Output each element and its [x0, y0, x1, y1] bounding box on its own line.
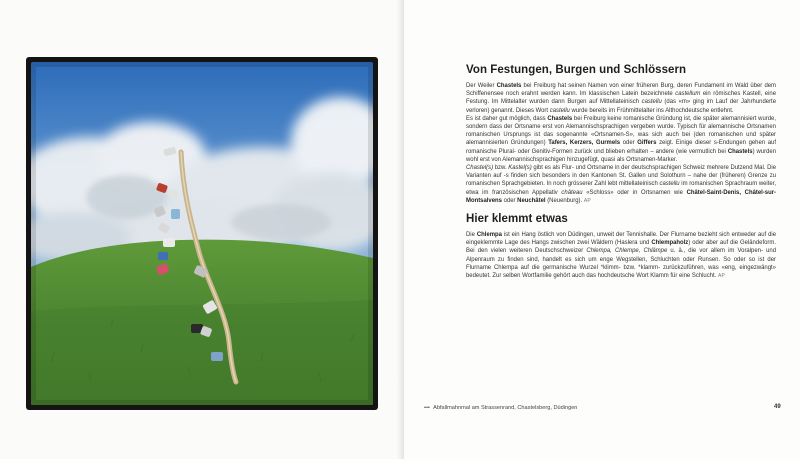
author-initials: AP — [583, 197, 591, 204]
bold-placename: Neuchâtel — [517, 197, 546, 204]
text-run: wurde bereits im Frühmittelalter ins Althochdeutsche entlehnt. — [569, 107, 734, 114]
text-run: bei Freiburg hat seinen Namen von einer früheren Burg, deren Fundament im Wald über dem Schiffenensee noch erahnt werden kann. Im klassischen Latein bezeichnete — [466, 83, 776, 98]
text-run: ist ein Hang östlich von Düdingen, unweit der Tennishalle. Der Flurname bezieht sich entweder auf die eingeklemmte Lage des Hangs zwischen zwei Wäldern (Haslera und — [466, 232, 776, 247]
text-run: ein römisches Kastell, eine Festung. Im Mittelalter wurden dann Burgen auf Mittellateinisch — [466, 91, 776, 106]
caption-marker: ••• — [424, 405, 430, 411]
bold-placename: Chastels — [496, 83, 522, 89]
photo-illustration — [31, 62, 373, 405]
paragraph — [466, 82, 776, 115]
caption-text: Abfallmahnmal am Strassenrand, Chastelsberg, Düdingen — [433, 405, 578, 411]
text-run: gibt es als Flur- und Ortsname in der deutschsprachigen Schweiz mehrere Dutzend Mal. Die Varianten auf -s finden sich besonders in den Kantonen St. Gallen und Solothurn – nahe der (früheren) Grenze zu romanischen Sprachgebieten. In noch grösserer Zahl lebt mittellateinisch — [466, 165, 776, 188]
italic-term: Kastel(s) — [508, 165, 532, 172]
paragraph — [466, 164, 776, 205]
text-run: zeigt. Einige dieser s-Endungen gehen auf romanische Plural- oder Genitiv-Formen zurück und blieben erhalten – andere (wie vermutlich bei — [466, 140, 776, 155]
bold-placename: Chlempa — [476, 232, 502, 239]
text-run: Die — [466, 232, 477, 239]
italic-term: castellu — [641, 99, 662, 106]
text-run: oder — [501, 197, 518, 204]
bold-placename: Chastels — [547, 115, 573, 122]
text-run: ) oder aber auf die Geländeform. Bei den vielen weiteren Deutschschweizer — [466, 240, 776, 255]
section-heading-klemmt: Hier klemmt etwas — [466, 213, 568, 226]
bold-placename: Giffers — [637, 140, 657, 147]
paragraph — [466, 231, 776, 280]
text-run: Es ist daher gut möglich, dass — [466, 115, 548, 122]
bold-placename: Châtel-Saint-Denis, Châtel-sur-Montsalvens — [466, 189, 776, 204]
italic-term: Chastel(s) — [466, 165, 494, 172]
bold-placename: Chastels — [727, 148, 753, 155]
text-run: (das «m» ging im Lauf der Jahrhunderte verloren) genannt. Dieses Wort — [466, 99, 776, 114]
photo-frame — [26, 57, 378, 410]
author-initials: AP — [717, 273, 726, 280]
photo-caption — [424, 405, 577, 411]
text-run: u. ä., die vor allem im Voralpen- und Alpenraum zu finden sind, handelt es sich um enge Wegstellen, Schluchten oder Runsen. So oder so ist der Flurname Chlempa auf die germanische Wurzel *klimm- bzw. *klamm- zurückzuführen, was «eng, eingezwängt» bedeutet. Zur selben Wortfamilie gehört auch das hochdeutsche Wort Klamm für eine Schlucht. — [466, 248, 776, 280]
paragraph — [466, 115, 776, 164]
bold-placename: Chlempaholz — [651, 240, 689, 247]
bold-placename: Tafers, Kerzers, Gurmels — [548, 140, 621, 147]
italic-term: Chlempa, Chlempe, Chlämpe — [586, 248, 668, 255]
text-run: «Schloss» oder in Ortsnamen wie — [582, 189, 687, 196]
text-run: bei Freiburg keine romanische Gründung ist, die später alemannisiert wurde, sondern dass der Ortsname erst von Alemannischsprachigen vergeben wurde. Typisch für alemannische Ortsnamen romanischen Ursprungs ist das sogenannte «Ortsnamen-S», was sich auch bei (den romanischen und später alemannisierten Gründungen) — [466, 115, 777, 147]
text-run: (Neuenburg). — [545, 197, 584, 204]
article-column — [466, 64, 776, 280]
italic-term: castellu — [659, 181, 680, 188]
page-number: 49 — [774, 404, 781, 410]
landscape-photo — [31, 62, 373, 405]
text-run: im romanischen Sprachraum weiter, etwa im französischen Appellativ — [466, 181, 776, 196]
text-run: oder — [620, 140, 638, 147]
section-heading-festungen: Von Festungen, Burgen und Schlössern — [466, 64, 687, 76]
italic-term: castellu — [549, 107, 570, 114]
text-run: bzw. — [493, 165, 509, 172]
italic-term: castellum — [675, 91, 701, 98]
text-run: ) wurden wohl erst von Alemannischsprachigen hinzugefügt, quasi als Ortsnamen-Marker. — [466, 148, 776, 163]
text-run: Der Weiler — [466, 83, 497, 89]
italic-term: château — [561, 189, 583, 196]
